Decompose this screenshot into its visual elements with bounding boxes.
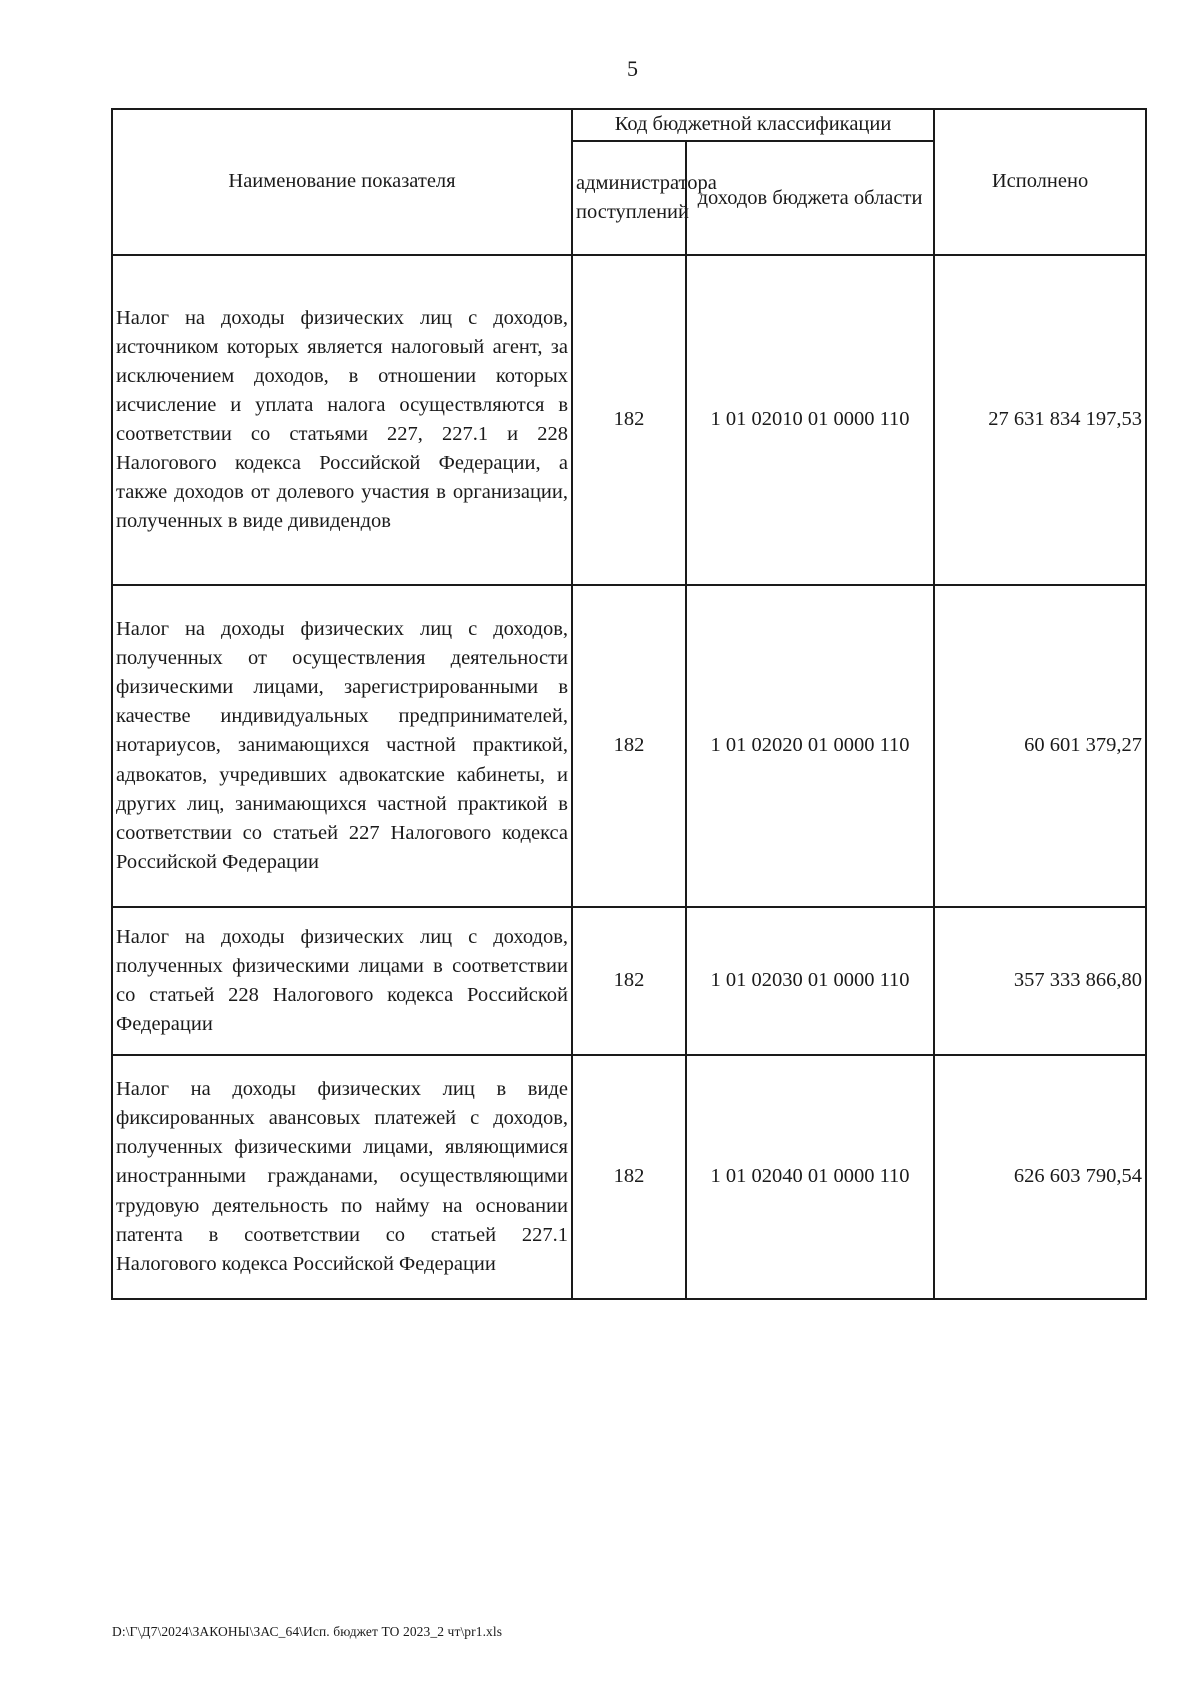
file-path-footer: D:\Г\Д7\2024\ЗАКОНЫ\ЗАС_64\Исп. бюджет ТО 2023_2 чт\pr1.xls — [112, 1624, 503, 1639]
header-indicator-name: Наименование показателя — [112, 109, 572, 255]
row-name: Налог на доходы физических лиц в виде фиксированных авансовых платежей с доходов, полученных физическими лицами, являющимися иностранными гражданами, осуществляющими трудовую деятельность по найму на основании патента в соответствии со статьей 227.1 Налогового кодекса Российской Федерации — [112, 1055, 572, 1299]
header-budget-classification-code: Код бюджетной классификации — [572, 109, 934, 141]
header-administrator: администратора поступлений — [572, 141, 686, 255]
header-executed: Исполнено — [934, 109, 1146, 255]
row-admin-code: 182 — [572, 907, 686, 1055]
budget-table — [111, 108, 1147, 1300]
row-name: Налог на доходы физических лиц с доходов, источником которых является налоговый агент, за исключением доходов, в отношении которых исчисление и уплата налога осуществляются в соответствии со статьями 227, 227.1 и 228 Налогового кодекса Российской Федерации, а также доходов от долевого участия в организации, полученных в виде дивидендов — [112, 255, 572, 585]
row-admin-code: 182 — [572, 1055, 686, 1299]
row-budget-code: 1 01 02010 01 0000 110 — [686, 255, 934, 585]
table-row — [112, 255, 1146, 585]
row-amount: 27 631 834 197,53 — [934, 255, 1146, 585]
row-amount: 60 601 379,27 — [934, 585, 1146, 907]
row-budget-code: 1 01 02030 01 0000 110 — [686, 907, 934, 1055]
row-budget-code: 1 01 02040 01 0000 110 — [686, 1055, 934, 1299]
table-row — [112, 585, 1146, 907]
row-admin-code: 182 — [572, 585, 686, 907]
table-row — [112, 1055, 1146, 1299]
row-budget-code: 1 01 02020 01 0000 110 — [686, 585, 934, 907]
row-admin-code: 182 — [572, 255, 686, 585]
page-number: 5 — [627, 56, 638, 81]
header-budget-income: доходов бюджета области — [686, 141, 934, 255]
row-amount: 626 603 790,54 — [934, 1055, 1146, 1299]
table-row — [112, 907, 1146, 1055]
row-name: Налог на доходы физических лиц с доходов, полученных физическими лицами в соответствии со статьей 228 Налогового кодекса Российской Федерации — [112, 907, 572, 1055]
row-amount: 357 333 866,80 — [934, 907, 1146, 1055]
row-name: Налог на доходы физических лиц с доходов, полученных от осуществления деятельности физическими лицами, зарегистрированными в качестве индивидуальных предпринимателей, нотариусов, занимающихся частной практикой, адвокатов, учредивших адвокатские кабинеты, и других лиц, занимающихся частной практикой в соответствии со статьей 227 Налогового кодекса Российской Федерации — [112, 585, 572, 907]
